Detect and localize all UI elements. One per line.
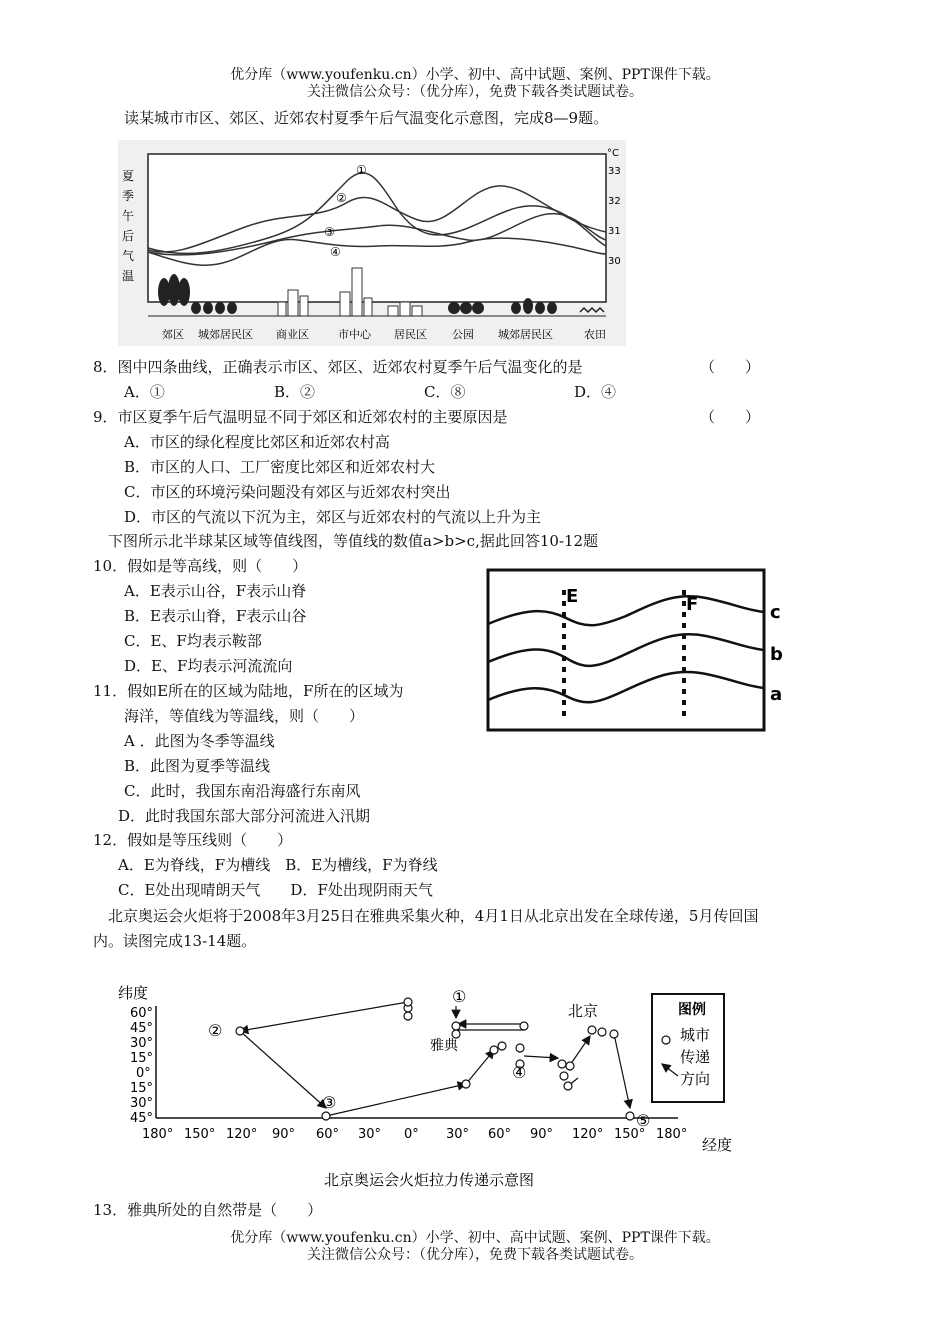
header-line-2: 关注微信公众号：（优分库），免费下载各类试题试卷。 bbox=[307, 84, 643, 100]
zone-label: 城郊居民区 bbox=[498, 328, 553, 341]
ytick: 0° bbox=[136, 1066, 151, 1081]
q12-stem: 12．假如是等压线则（ ） bbox=[93, 831, 293, 849]
isoline-figure bbox=[486, 568, 806, 736]
marker-2: ② bbox=[208, 1021, 223, 1040]
ylabel-char: 午 bbox=[122, 209, 135, 223]
xtick: 180° bbox=[142, 1127, 174, 1142]
intro-10-12: 下图所示北半球某区域等值线图，等值线的数值a>b>c,据此回答10-12题 bbox=[108, 532, 599, 550]
ytick: 45° bbox=[130, 1021, 154, 1036]
intro-13-14-line-1: 北京奥运会火炬将于2008年3月25日在雅典采集火种，4月1日从北京出发在全球传递，5月传回国 bbox=[108, 907, 759, 925]
q9-option-a: A．市区的绿化程度比郊区和近郊农村高 bbox=[124, 433, 390, 451]
xtick: 0° bbox=[404, 1127, 419, 1142]
q12-options-row-2: C．E处出现晴朗天气 D．F处出现阴雨天气 bbox=[118, 881, 433, 899]
xlabel: 经度 bbox=[702, 1136, 733, 1154]
unit-label: °C bbox=[607, 148, 619, 159]
label-b: b bbox=[770, 644, 783, 665]
isoline-svg bbox=[486, 568, 806, 736]
legend-city: 城市 bbox=[680, 1026, 711, 1044]
q10-option-c: C．E、F均表示鞍部 bbox=[124, 632, 262, 650]
xtick: 30° bbox=[446, 1127, 470, 1142]
curve-label: ④ bbox=[330, 245, 341, 259]
footer-line-1: 优分库（www.youfenku.cn）小学、初中、高中试题、案例、PPT课件下载。 bbox=[230, 1230, 720, 1246]
ylabel-char: 气 bbox=[122, 249, 135, 263]
torch-map-svg bbox=[118, 978, 748, 1192]
label-c: c bbox=[770, 602, 781, 623]
ylabel-char: 温 bbox=[122, 269, 135, 283]
q13-stem: 13．雅典所处的自然带是（ ） bbox=[93, 1201, 323, 1219]
farmland-mark bbox=[580, 308, 604, 312]
zone-label: 郊区 bbox=[162, 328, 184, 341]
marker-5: ⑤ bbox=[636, 1111, 651, 1130]
xtick: 90° bbox=[530, 1127, 554, 1142]
ylabel-char: 后 bbox=[122, 229, 135, 243]
xtick: 60° bbox=[316, 1127, 340, 1142]
legend-title: 图例 bbox=[678, 1002, 706, 1018]
marker-4: ④ bbox=[512, 1063, 527, 1082]
label-E: E bbox=[566, 586, 579, 607]
xtick: 30° bbox=[358, 1127, 382, 1142]
label-F: F bbox=[686, 594, 699, 615]
temperature-chart-svg bbox=[118, 140, 626, 346]
q11-option-d: D．此时我国东部大部分河流进入汛期 bbox=[118, 807, 371, 825]
q11-option-b: B．此图为夏季等温线 bbox=[124, 757, 271, 775]
zone-label: 商业区 bbox=[276, 328, 309, 341]
footer-line-2: 关注微信公众号：（优分库），免费下载各类试题试卷。 bbox=[307, 1247, 643, 1263]
q11-stem-1: 11．假如E所在的区域为陆地，F所在的区域为 bbox=[93, 682, 404, 700]
xtick: 120° bbox=[226, 1127, 258, 1142]
q10-stem: 10．假如是等高线，则（ ） bbox=[93, 557, 308, 575]
ytick: 60° bbox=[130, 1006, 154, 1021]
tick-label: 31 bbox=[608, 226, 621, 237]
ylabel: 纬度 bbox=[118, 984, 149, 1002]
q8-option-a: A．① bbox=[124, 383, 165, 401]
map-title: 北京奥运会火炬拉力传递示意图 bbox=[324, 1171, 535, 1189]
ytick: 15° bbox=[130, 1051, 154, 1066]
zone-label: 城郊居民区 bbox=[198, 328, 253, 341]
q10-option-b: B．E表示山脊，F表示山谷 bbox=[124, 607, 307, 625]
header-line-1: 优分库（www.youfenku.cn）小学、初中、高中试题、案例、PPT课件下载。 bbox=[230, 67, 720, 83]
q8-paren: （ ） bbox=[700, 358, 761, 376]
tick-label: 30 bbox=[608, 256, 621, 267]
q8-stem: 8．图中四条曲线，正确表示市区、郊区、近郊农村夏季午后气温变化的是 bbox=[93, 358, 583, 376]
q9-option-d: D．市区的气流以下沉为主，郊区与近郊农村的气流以上升为主 bbox=[124, 508, 542, 526]
q11-option-a: A ．此图为冬季等温线 bbox=[124, 732, 275, 750]
q10-option-a: A．E表示山谷，F表示山脊 bbox=[124, 582, 307, 600]
xtick: 150° bbox=[184, 1127, 216, 1142]
label-a: a bbox=[770, 684, 783, 705]
q12-options-row-1: A．E为脊线，F为槽线 B．E为槽线，F为脊线 bbox=[118, 856, 438, 874]
ytick: 30° bbox=[130, 1036, 154, 1051]
marker-1: ① bbox=[452, 987, 467, 1006]
zone-label: 市中心 bbox=[338, 328, 371, 341]
q9-paren: （ ） bbox=[700, 408, 761, 426]
xtick: 90° bbox=[272, 1127, 296, 1142]
ytick: 45° bbox=[130, 1111, 154, 1126]
xtick: 60° bbox=[488, 1127, 512, 1142]
tick-label: 32 bbox=[608, 196, 621, 207]
xtick: 120° bbox=[572, 1127, 604, 1142]
city-beijing: 北京 bbox=[568, 1002, 599, 1020]
intro-13-14-line-2: 内。读图完成13-14题。 bbox=[93, 932, 257, 950]
xtick: 180° bbox=[656, 1127, 688, 1142]
q9-stem: 9．市区夏季午后气温明显不同于郊区和近郊农村的主要原因是 bbox=[93, 408, 508, 426]
torch-relay-map bbox=[118, 978, 748, 1192]
temperature-chart bbox=[118, 140, 626, 346]
ylabel-char: 季 bbox=[122, 189, 135, 203]
zone-label: 公园 bbox=[452, 328, 474, 341]
legend-dir-1: 传递 bbox=[680, 1048, 711, 1066]
ylabel-char: 夏 bbox=[122, 169, 135, 183]
q8-option-b: B．② bbox=[274, 383, 316, 401]
q10-option-d: D．E、F均表示河流流向 bbox=[124, 657, 293, 675]
q9-option-c: C．市区的环境污染问题没有郊区与近郊农村突出 bbox=[124, 483, 451, 501]
q11-stem-2: 海洋，等值线为等温线，则（ ） bbox=[124, 707, 365, 725]
xtick: 150° bbox=[614, 1127, 646, 1142]
city-athens: 雅典 bbox=[430, 1038, 458, 1054]
q11-option-c: C．此时，我国东南沿海盛行东南风 bbox=[124, 782, 361, 800]
ytick: 30° bbox=[130, 1096, 154, 1111]
q8-option-d: D．④ bbox=[574, 383, 617, 401]
marker-3: ③ bbox=[322, 1093, 337, 1112]
curve-label: ③ bbox=[324, 225, 335, 239]
curve-label: ① bbox=[356, 163, 367, 177]
q9-option-b: B．市区的人口、工厂密度比郊区和近郊农村大 bbox=[124, 458, 436, 476]
zone-label: 农田 bbox=[584, 328, 606, 341]
zone-label: 居民区 bbox=[394, 328, 427, 341]
ytick: 15° bbox=[130, 1081, 154, 1096]
q8-option-c: C．⑧ bbox=[424, 383, 466, 401]
legend-dir-2: 方向 bbox=[680, 1070, 711, 1088]
tick-label: 33 bbox=[608, 166, 621, 177]
curve-label: ② bbox=[336, 191, 347, 205]
intro-8-9: 读某城市市区、郊区、近郊农村夏季午后气温变化示意图，完成8—9题。 bbox=[124, 109, 609, 127]
